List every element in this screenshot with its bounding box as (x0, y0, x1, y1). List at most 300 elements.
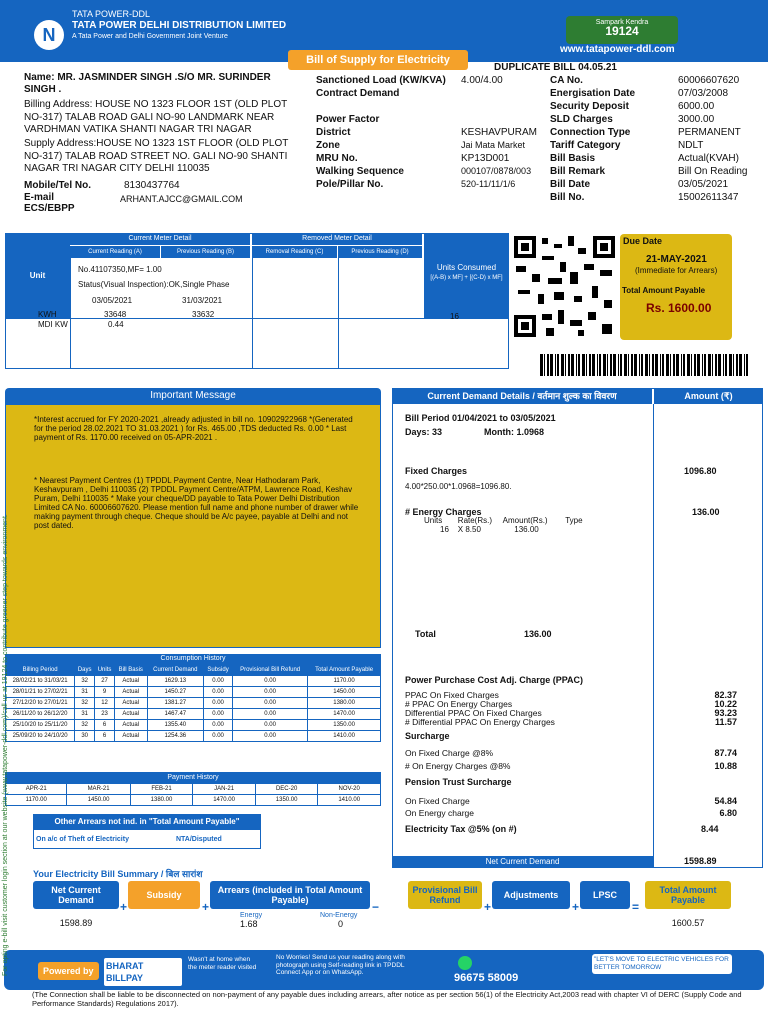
connection-value: 520-11/11/1/6 (461, 179, 516, 189)
barcode-bar (702, 354, 703, 376)
consumption-col-header: Provisional Bill Refund (233, 665, 308, 676)
barcode-bar (739, 354, 742, 376)
barcode-bar (624, 354, 627, 376)
net-current-demand-box: Net Current Demand (33, 881, 119, 909)
adjustments-box: Adjustments (492, 881, 570, 909)
account-value: NDLT (678, 140, 704, 151)
table-cell: 0.00 (233, 687, 308, 698)
table-cell: 1355.40 (147, 720, 203, 731)
table-cell: 0.00 (233, 709, 308, 720)
table-row (6, 676, 381, 687)
charge-label: On Energy charge (405, 808, 474, 818)
tata-logo-icon: N (34, 20, 64, 50)
barcode-icon (540, 354, 752, 376)
table-cell: 1450.00 (308, 687, 381, 698)
charge-label: # Differential PPAC On Energy Charges (405, 717, 555, 727)
barcode-bar (712, 354, 713, 376)
charge-row (405, 717, 745, 726)
table-cell: 1629.13 (147, 676, 203, 687)
barcode-bar (613, 354, 616, 376)
consumption-col-header: Billing Period (6, 665, 75, 676)
amount-header: Amount (₹) (654, 388, 763, 404)
table-cell: 31 (75, 709, 95, 720)
ppac-label: Power Purchase Cost Adj. Charge (PPAC) (405, 675, 584, 685)
table-cell: 1170.00 (308, 676, 381, 687)
net-current-demand-summary-value: 1598.89 (59, 918, 93, 928)
table-row (6, 709, 381, 720)
connection-details (316, 75, 546, 192)
sampark-kendra-badge (566, 16, 678, 44)
energy-total-label: Total (415, 629, 436, 639)
barcode-bar (631, 354, 633, 376)
payment-history-header: Payment History (5, 772, 381, 783)
table-cell: 26/11/20 to 26/12/20 (6, 709, 75, 720)
barcode-bar (729, 354, 732, 376)
barcode-bar (550, 354, 553, 376)
ev-message: "LET'S MOVE TO ELECTRIC VEHICLES FOR BETTER TOMORROW (592, 954, 732, 974)
barcode-bar (725, 354, 727, 376)
bill-summary-title: Your Electricity Bill Summary / बिल सारांश (33, 869, 203, 879)
account-value: 15002611347 (678, 192, 739, 203)
removed-meter-header: Removed Meter Detail (252, 233, 422, 245)
charge-value: 93.23 (714, 708, 737, 718)
barcode-bar (599, 354, 601, 376)
account-row (550, 114, 765, 127)
barcode-bar (589, 354, 591, 376)
meter-number: No.41107350,MF= 1.00 (78, 265, 162, 274)
connection-value: KP13D001 (461, 153, 510, 164)
connection-row (316, 166, 546, 179)
table-cell: 0.00 (204, 687, 233, 698)
charge-row (405, 748, 745, 761)
payment-amount: 1380.00 (130, 795, 193, 806)
charge-label: PPAC On Fixed Charges (405, 690, 499, 700)
table-cell: 32 (75, 698, 95, 709)
total-payable-label: Total Amount Payable (622, 286, 706, 295)
account-label: Energisation Date (550, 88, 636, 99)
account-details (550, 75, 765, 205)
account-value: 60006607620 (678, 75, 740, 86)
non-energy-label: Non-Energy (320, 912, 358, 919)
connection-label: Power Factor (316, 114, 380, 125)
bill-title: Bill of Supply for Electricity (288, 50, 468, 70)
table-cell: 1470.00 (308, 709, 381, 720)
meter-reader-note: Wasn't at home when the meter reader visited (188, 956, 257, 971)
payment-amount: 1410.00 (318, 795, 381, 806)
account-value: Actual(KVAH) (678, 153, 739, 164)
table-cell: 0.00 (204, 731, 233, 742)
table-cell: 25/10/20 to 25/11/20 (6, 720, 75, 731)
charge-row (405, 708, 745, 717)
units-consumed-label: Units Consumed (436, 263, 497, 272)
barcode-bar (683, 354, 685, 376)
nta-label: NTA/Disputed (176, 836, 222, 843)
connection-row (316, 75, 546, 88)
arrears-summary-box: Arrears (included in Total Amount Payable) (210, 881, 370, 909)
billing-address: Billing Address: HOUSE NO 1323 FLOOR 1ST (OLD PLOT NO-317) TALAB ROAD GALI NO-90 LANDMARK NEAR VARDHMAN VATIKA SHANTI NAGAR TRI NAGAR (24, 99, 288, 135)
duplicate-bill-label: DUPLICATE BILL 04.05.21 (494, 62, 617, 73)
energy-table-header: Units Rate(Rs.) Amount(Rs.) Type (424, 516, 583, 525)
table-cell: 9 (95, 687, 115, 698)
barcode-bar (576, 354, 577, 376)
barcode-bar (565, 354, 566, 376)
barcode-bar (603, 354, 606, 376)
barcode-bar (652, 354, 654, 376)
barcode-bar (694, 354, 696, 376)
barcode-bar (607, 354, 608, 376)
important-message-header: Important Message (5, 388, 381, 404)
table-cell: 28/02/21 to 31/03/21 (6, 676, 75, 687)
table-cell: 1380.00 (308, 698, 381, 709)
plus-icon: + (202, 900, 210, 914)
payment-amount: 1350.00 (255, 795, 318, 806)
table-row (6, 731, 381, 742)
powered-by-label: Powered by (38, 962, 99, 980)
removal-reading-c-header: Removal Reading (C) (252, 246, 337, 258)
connection-row (316, 140, 546, 153)
due-date-value: 21-MAY-2021 (646, 254, 707, 265)
payment-month: FEB-21 (130, 784, 193, 795)
non-energy-arrears-value: 0 (338, 919, 344, 929)
qr-code-icon (512, 234, 617, 339)
consumption-col-header: Current Demand (147, 665, 203, 676)
table-cell: 0.00 (233, 720, 308, 731)
account-label: SLD Charges (550, 114, 613, 125)
table-cell: 6 (95, 731, 115, 742)
current-meter-header: Current Meter Detail (70, 233, 250, 245)
barcode-bar (547, 354, 549, 376)
account-row (550, 179, 765, 192)
connection-label (316, 101, 461, 114)
minus-icon: − (372, 900, 380, 914)
total-payable-summary-box: Total Amount Payable (645, 881, 731, 909)
charge-value: 10.22 (714, 699, 737, 709)
account-row (550, 127, 765, 140)
units-consumed-header (424, 233, 509, 318)
bill-month: Month: 1.0968 (484, 427, 545, 437)
consumption-history-header: Consumption History (5, 654, 381, 664)
charge-value: 54.84 (714, 796, 737, 806)
table-cell: Actual (114, 709, 147, 720)
mobile-value: 8130437764 (124, 180, 180, 191)
account-label: Bill Remark (550, 166, 606, 177)
brand-tagline: A Tata Power and Delhi Government Joint Venture (72, 33, 228, 40)
account-label: Connection Type (550, 127, 631, 138)
table-cell: 27/12/20 to 27/01/21 (6, 698, 75, 709)
barcode-bar (586, 354, 587, 376)
kwh-reading-a: 33648 (104, 310, 127, 319)
surcharge-label: Surcharge (405, 731, 450, 741)
total-payable-amount: Rs. 1600.00 (646, 301, 712, 315)
account-value: 6000.00 (678, 101, 715, 112)
table-cell: 32 (75, 676, 95, 687)
table-cell: 0.00 (204, 698, 233, 709)
payment-month: DEC-20 (255, 784, 318, 795)
connection-label: District (316, 127, 351, 138)
barcode-bar (597, 354, 598, 376)
connection-label: Sanctioned Load (KW/KVA) (316, 75, 446, 86)
barcode-bar (578, 354, 580, 376)
charge-label: On Fixed Charge @8% (405, 748, 494, 758)
supply-address: Supply Address:HOUSE NO 1323 1ST FLOOR (OLD PLOT NO-317) TALAB ROAD STREET NO. GALI NO-90 SHANTI NAGAR TRI NAGAR CITY DELHI 110035 (24, 138, 289, 174)
barcode-bar (540, 354, 543, 376)
account-row (550, 88, 765, 101)
due-date-label: Due Date (623, 236, 663, 246)
account-label: CA No. (550, 75, 583, 86)
account-label: Bill No. (550, 192, 585, 203)
table-cell: Actual (114, 676, 147, 687)
charge-value: 11.57 (714, 717, 737, 727)
table-cell: 0.00 (204, 676, 233, 687)
equals-icon: = (632, 900, 640, 914)
connection-row (316, 127, 546, 140)
account-label: Bill Basis (550, 153, 596, 164)
charge-row (405, 796, 745, 808)
whatsapp-icon (458, 956, 472, 970)
connection-value: 4.00/4.00 (461, 75, 503, 86)
table-cell: 0.00 (204, 709, 233, 720)
connection-row (316, 153, 546, 166)
whatsapp-number[interactable]: 96675 58009 (454, 972, 519, 984)
pension-lines (405, 796, 745, 820)
table-cell: 6 (95, 720, 115, 731)
ebill-side-note: For opting e-bill visit customer login section at our website (www.tatapower-ddl.com)/call us at 19124 to contribute greener step towards environment. (2, 514, 9, 976)
charge-value: 87.74 (714, 748, 737, 758)
barcode-bar (618, 354, 619, 376)
units-consumed-value: 16 (450, 312, 459, 321)
payment-month: NOV-20 (318, 784, 381, 795)
table-cell: 30 (75, 731, 95, 742)
charge-row (405, 761, 745, 774)
account-value: PERMANENT (678, 127, 741, 138)
self-reading-note: No Worries! Send us your reading along with photograph using Self-reading link in TPDDL Connect App or on WhatsApp. (276, 954, 405, 976)
barcode-bar (628, 354, 629, 376)
subsidy-box: Subsidy (128, 881, 200, 909)
fixed-charges-amount: 1096.80 (684, 466, 717, 476)
account-value: 07/03/2008 (678, 88, 729, 99)
table-cell: 32 (75, 720, 95, 731)
plus-icon: + (120, 900, 128, 914)
provisional-refund-box: Provisional Bill Refund (408, 881, 482, 909)
barcode-bar (670, 354, 671, 376)
barcode-bar (718, 354, 721, 376)
connection-value: 000107/0878/003 (461, 166, 532, 176)
electricity-tax-amount: 8.44 (701, 824, 719, 834)
connection-row (316, 88, 546, 101)
sampark-number: 19124 (605, 24, 639, 38)
payment-amount: 1470.00 (193, 795, 256, 806)
charge-label: # PPAC On Energy Charges (405, 699, 513, 709)
fixed-charges-label: Fixed Charges (405, 466, 468, 476)
account-label: Security Deposit (550, 101, 629, 112)
barcode-bar (571, 354, 574, 376)
ecs-label: ECS/EBPP (24, 203, 75, 214)
barcode-bar (687, 354, 690, 376)
barcode-bar (691, 354, 692, 376)
table-cell: 0.00 (204, 720, 233, 731)
table-cell: 12 (95, 698, 115, 709)
barcode-bar (736, 354, 738, 376)
meter-status: Status(Visual Inspection):OK,Single Phase (78, 280, 230, 289)
barcode-bar (673, 354, 675, 376)
barcode-bar (715, 354, 717, 376)
barcode-bar (655, 354, 658, 376)
charge-label: Differential PPAC On Fixed Charges (405, 708, 542, 718)
kwh-reading-b: 33632 (192, 310, 215, 319)
barcode-bar (666, 354, 669, 376)
table-cell: Actual (114, 720, 147, 731)
barcode-bar (662, 354, 664, 376)
barcode-bar (733, 354, 734, 376)
connection-label: Zone (316, 140, 340, 151)
connection-label: MRU No. (316, 153, 358, 164)
payment-amount: 1450.00 (67, 795, 130, 806)
table-cell: 1467.47 (147, 709, 203, 720)
connection-value: KESHAVPURAM (461, 127, 537, 138)
surcharge-lines (405, 748, 745, 774)
barcode-bar (610, 354, 612, 376)
connection-row (316, 101, 546, 114)
plus-icon: + (484, 900, 492, 914)
barcode-bar (723, 354, 724, 376)
barcode-bar (645, 354, 648, 376)
consumption-col-header: Bill Basis (114, 665, 147, 676)
meter-divider (252, 258, 253, 369)
barcode-bar (544, 354, 545, 376)
table-cell: 27 (95, 676, 115, 687)
barcode-bar (744, 354, 745, 376)
charge-row (405, 690, 745, 699)
barcode-bar (708, 354, 711, 376)
charge-row (405, 808, 745, 820)
table-cell: 1381.27 (147, 698, 203, 709)
account-value: 3000.00 (678, 114, 715, 125)
previous-reading-d-header: Previous Reading (D) (338, 246, 422, 258)
net-current-demand-label: Net Current Demand (392, 856, 653, 868)
unit-header: Unit (5, 233, 70, 318)
table-row (6, 720, 381, 731)
reading-date-a: 03/05/2021 (92, 296, 133, 305)
side-banner (0, 380, 14, 980)
table-row (6, 687, 381, 698)
connection-row (316, 114, 546, 127)
barcode-bar (592, 354, 595, 376)
message-payment-centres: * Nearest Payment Centres (1) TPDDL Payment Centre, Near Hathodaram Park, Keshavpuram , Delhi 110035 (2) TPDDL Payment Centre/ATPM, Lawrence Road, Keshav Puram, Delhi 110035 * Make your cheque/DD payable to Tata Power Delhi Distribution Limited CA No. 60006607620. Please mention full name and phone number of drawer while making payment through cheque. Cheque should be A/c payee, payable at Delhi and not post dated. (34, 476, 359, 530)
message-interest: *Interest accrued for FY 2020-2021 ,already adjusted in bill no. 10902922968 *(Generated for the period 28.02.2021 TO 31.03.2021 ) for Rs. 465.00 ,TDS deducted Rs. 0.00 * Last payment of Rs. 1170.00 received on 05-APR-2021 . (34, 415, 353, 442)
barcode-bar (746, 354, 748, 376)
barcode-bar (676, 354, 679, 376)
consumption-col-header: Units (95, 665, 115, 676)
payment-month: JAN-21 (193, 784, 256, 795)
pension-label: Pension Trust Surcharge (405, 777, 512, 787)
barcode-bar (582, 354, 585, 376)
account-label: Bill Date (550, 179, 591, 190)
barcode-bar (697, 354, 700, 376)
barcode-bar (634, 354, 637, 376)
disconnection-note: (The Connection shall be liable to be disconnected on non-payment of any payable dues including arrears, after notice as per section 56(1) of the Electricity Act,2003 read with chapter VI of DERC (Supply Code and Performance Standards) Regulations 2017). (32, 990, 742, 1008)
bharat-billpay-logo: BHARAT BILLPAY (104, 958, 182, 986)
meter-divider (5, 318, 509, 319)
plus-icon: + (572, 900, 580, 914)
energy-charges-amount: 136.00 (692, 507, 720, 517)
charge-row (405, 699, 745, 708)
charge-value: 82.37 (714, 690, 737, 700)
total-payable-summary-value: 1600.57 (671, 918, 705, 928)
email-value: ARHANT.AJCC@GMAIL.COM (120, 194, 243, 204)
table-cell: 28/01/21 to 27/02/21 (6, 687, 75, 698)
energy-charges-label: # Energy Charges (405, 507, 482, 517)
energy-total-amount: 136.00 (524, 629, 552, 639)
table-cell: 0.00 (233, 731, 308, 742)
brand-short: TATA POWER-DDL (72, 9, 151, 19)
table-cell: 23 (95, 709, 115, 720)
table-row (6, 698, 381, 709)
email-label: E-mail (24, 192, 55, 203)
connection-label: Pole/Pillar No. (316, 179, 384, 190)
account-row (550, 75, 765, 88)
barcode-bar (641, 354, 643, 376)
account-row (550, 101, 765, 114)
table-cell: 25/09/20 to 24/10/20 (6, 731, 75, 742)
consumption-col-header: Subsidy (204, 665, 233, 676)
barcode-bar (620, 354, 622, 376)
electricity-tax-label: Electricity Tax @5% (on #) (405, 824, 517, 834)
charge-label: # On Energy Charges @8% (405, 761, 511, 771)
mobile-label: Mobile/Tel No. (24, 180, 92, 191)
previous-reading-b-header: Previous Reading (B) (161, 246, 250, 258)
table-cell: 1350.00 (308, 720, 381, 731)
connection-value: Jai Mata Market (461, 140, 526, 150)
barcode-bar (681, 354, 682, 376)
table-cell: 0.00 (233, 698, 308, 709)
current-demand-header: Current Demand Details / वर्तमान शुल्क का विवरण (392, 388, 652, 404)
table-cell: 1254.36 (147, 731, 203, 742)
account-row (550, 166, 765, 179)
payment-table (5, 783, 381, 806)
sampark-label: Sampark Kendra (595, 19, 649, 26)
units-formula: [(A-B) x MF] + [(C-D) x MF] (430, 275, 503, 281)
bill-period: Bill Period 01/04/2021 to 03/05/2021 (405, 413, 556, 423)
charge-value: 6.80 (719, 808, 737, 818)
payment-amount: 1170.00 (6, 795, 67, 806)
consumption-col-header: Days (75, 665, 95, 676)
other-arrears-header: Other Arrears not ind. in "Total Amount Payable" (33, 814, 261, 829)
energy-label: Energy (240, 912, 263, 919)
meter-divider (70, 258, 71, 369)
website-link[interactable]: www.tatapower-ddl.com (560, 44, 675, 55)
charge-label: On Fixed Charge (405, 796, 470, 806)
payment-month: APR-21 (6, 784, 67, 795)
barcode-bar (557, 354, 559, 376)
account-label: Tariff Category (550, 140, 621, 151)
table-cell: 31 (75, 687, 95, 698)
account-row (550, 140, 765, 153)
barcode-bar (555, 354, 556, 376)
consumer-name: Name: MR. JASMINDER SINGH .S/O MR. SURINDER SINGH . (24, 72, 271, 95)
barcode-bar (660, 354, 661, 376)
due-date-note: (Immediate for Arrears) (635, 266, 718, 275)
table-cell: Actual (114, 698, 147, 709)
table-cell: 0.00 (233, 676, 308, 687)
mdi-label: MDI KW (38, 320, 68, 329)
fixed-charges-calc: 4.00*250.00*1.0968=1096.80. (405, 482, 512, 491)
brand-full: TATA POWER DELHI DISTRIBUTION LIMITED (72, 20, 287, 31)
theft-label: On a/c of Theft of Electricity (36, 836, 129, 843)
barcode-bar (704, 354, 706, 376)
current-reading-a-header: Current Reading (A) (70, 246, 160, 258)
bill-days: Days: 33 (405, 427, 443, 437)
lpsc-box: LPSC (580, 881, 630, 909)
